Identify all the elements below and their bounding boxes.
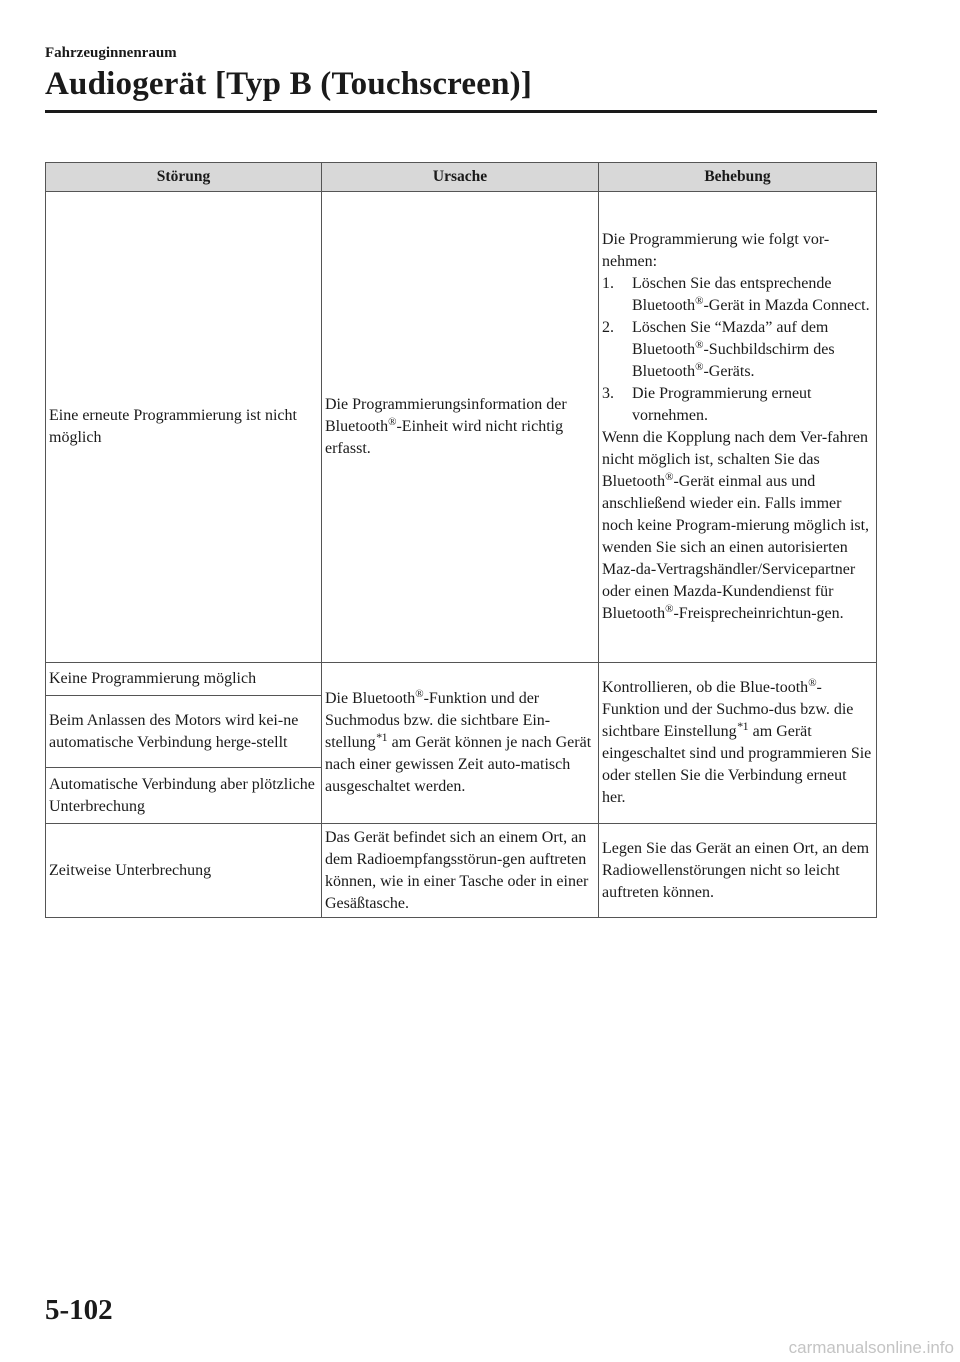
registered-mark: ®	[695, 361, 704, 373]
page-header	[45, 44, 877, 103]
problem-cell: Automatische Verbindung aber plötzliche Unterbrechung	[46, 768, 322, 824]
list-item	[602, 273, 872, 317]
table-row	[46, 192, 877, 663]
registered-mark: ®	[808, 677, 817, 689]
problem-cell: Eine erneute Programmierung ist nicht möglich	[46, 192, 322, 663]
remedy-cell: Legen Sie das Gerät an einen Ort, an dem Radiowellenstörungen nicht so leicht auftreten können.	[599, 824, 877, 918]
footnote-number: 1	[742, 719, 749, 733]
cause-text: Die Bluetooth	[325, 690, 416, 707]
step-text: Löschen Sie “Mazda” auf dem Bluetooth	[632, 319, 829, 358]
remedy-text: -Gerät einmal aus und anschließend wieder ein. Falls immer noch keine Program-mierung möglich ist, wenden Sie sich an einen autorisierten Maz-da-Vertragshändler/Servicepartner oder einen Mazda-Kundendienst für Bluetooth	[602, 473, 870, 622]
step-number: 1.	[602, 275, 614, 292]
remedy-text: Kontrollieren, ob die Blue-tooth	[602, 679, 809, 696]
registered-mark: ®	[695, 295, 704, 307]
footnote-ref	[376, 730, 388, 744]
registered-mark: ®	[695, 339, 704, 351]
problem-cell: Keine Programmierung möglich	[46, 663, 322, 696]
footnote-star: *	[736, 719, 743, 733]
cause-cell	[322, 663, 599, 824]
problem-cell: Beim Anlassen des Motors wird kei-ne automatische Verbindung herge-stellt	[46, 696, 322, 768]
remedy-text: Wenn die Kopplung nach dem Ver-fahren nicht möglich ist, schalten Sie das Bluetooth	[602, 429, 869, 490]
cause-text: -Funktion und der Suchmodus bzw. die sichtbare Ein-stellung	[325, 690, 551, 751]
step-number: 3.	[602, 385, 614, 402]
table-row	[46, 824, 877, 918]
cause-text: -Einheit wird nicht richtig erfasst.	[325, 418, 564, 457]
title-rule	[45, 110, 877, 113]
column-header-remedy: Behebung	[599, 163, 877, 192]
footer-watermark: carmanualsonline.info	[788, 1338, 954, 1357]
step-text: Löschen Sie das entsprechende Bluetooth	[632, 275, 832, 314]
list-item	[602, 383, 872, 427]
column-header-cause: Ursache	[322, 163, 599, 192]
section-label: Fahrzeuginnenraum	[45, 45, 177, 61]
remedy-intro: Die Programmierung wie folgt vor-nehmen:	[602, 231, 830, 270]
troubleshooting-table	[45, 162, 877, 918]
column-header-problem: Störung	[46, 163, 322, 192]
step-text: -Geräts.	[703, 363, 755, 380]
cause-cell	[322, 192, 599, 663]
registered-mark: ®	[388, 416, 397, 428]
table-header-row	[46, 163, 877, 192]
step-text: -Suchbildschirm des Bluetooth	[632, 341, 835, 380]
remedy-text: am Gerät eingeschaltet sind und programmieren Sie oder stellen Sie die Verbindung erneut her.	[602, 723, 872, 806]
page-title: Audiogerät [Typ B (Touchscreen)]	[45, 66, 533, 102]
remedy-text: -Funktion und der Suchmo-dus bzw. die sichtbare Einstellung	[602, 679, 854, 740]
step-text: -Gerät in Mazda Connect.	[703, 297, 870, 314]
footnote-star: *	[375, 730, 382, 744]
footnote-number: 1	[381, 730, 388, 744]
step-text: Die Programmierung erneut vornehmen.	[632, 385, 812, 424]
footnote-ref	[737, 719, 749, 733]
cause-cell: Das Gerät befindet sich an einem Ort, an dem Radioempfangsstörun-gen auftreten können, wie in einer Tasche oder in einer Gesäßtasche.	[322, 824, 599, 918]
page-number: 5-102	[45, 1294, 113, 1326]
remedy-steps	[602, 273, 872, 427]
list-item	[602, 317, 872, 383]
remedy-cell	[599, 192, 877, 663]
table-row	[46, 663, 877, 696]
remedy-text: -Freisprecheinrichtun-gen.	[673, 605, 844, 622]
registered-mark: ®	[415, 688, 424, 700]
problem-cell: Zeitweise Unterbrechung	[46, 824, 322, 918]
remedy-closing	[602, 427, 872, 625]
cause-text: am Gerät können je nach Gerät nach einer gewissen Zeit auto-matisch ausgeschaltet werden.	[325, 734, 592, 795]
step-number: 2.	[602, 319, 614, 336]
registered-mark: ®	[665, 603, 674, 615]
cause-text: Die Programmierungsinformation der Bluetooth	[325, 396, 567, 435]
registered-mark: ®	[665, 471, 674, 483]
remedy-cell	[599, 663, 877, 824]
